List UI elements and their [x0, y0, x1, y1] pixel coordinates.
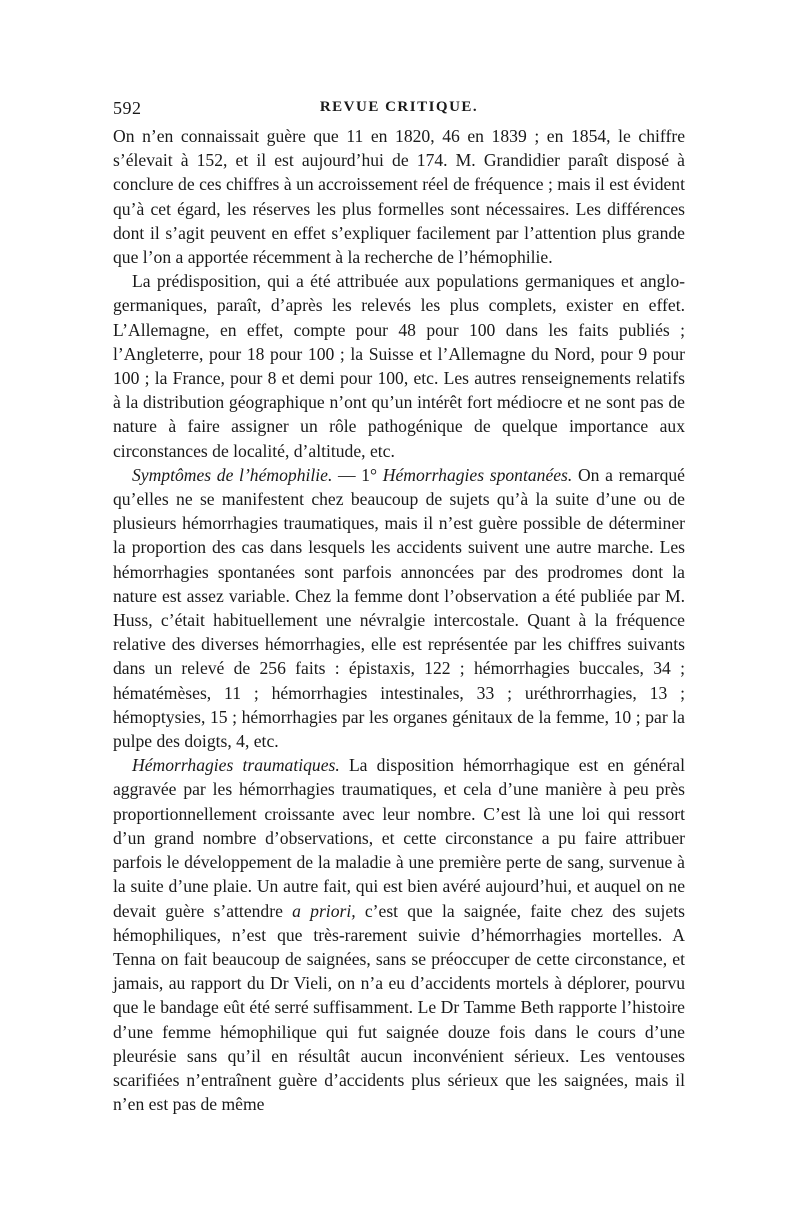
paragraph-2: La prédisposition, qui a été attribuée aux populations germaniques et anglo-germaniques, paraît, d’après les relevés les plus complets, exister en effet. L’Allemagne, en effet, compte pour 48 pour 100 dans les faits publiés ; l’Angleterre, pour 18 pour 100 ; la Suisse et l’Allemagne du Nord, pour 9 pour 100 ; la France, pour 8 et demi pour 100, etc. Les autres renseignements relatifs à la distribution géographique n’ont qu’un intérêt fort médiocre et ne sont pas de nature à faire assigner un rôle pathogénique de quelque importance aux circonstances de localité, d’altitude, etc.	[113, 271, 685, 461]
book-page	[113, 98, 685, 1116]
section-heading-symptoms: Symptômes de l’hémophilie.	[132, 464, 333, 485]
page-number: 592	[113, 98, 142, 118]
heading-dash: — 1°	[332, 464, 383, 485]
page-header	[113, 98, 685, 124]
subheading-spontaneous: Hémorrhagies spontanées.	[382, 464, 573, 485]
paragraph-4-text-a: La disposition hémorrhagique est en général aggravée par les hémorrhagies traumatiques, et cela d’une manière à peu près proportionnellement croissante avec leur nombre. C’est là une loi qui ressort d’un grand nombre d’observations, et cette circonstance a pu faire attribuer parfois le développement de la maladie à une première perte de sang, survenue à la suite d’une plaie. Un autre fait, qui est bien avéré aujourd’hui, et auquel on ne devait guère s’attendre	[113, 755, 686, 921]
paragraph-4	[113, 753, 685, 1116]
running-title: REVUE CRITIQUE.	[319, 99, 479, 115]
paragraph-1: On n’en connaissait guère que 11 en 1820, 46 en 1839 ; en 1854, le chiffre s’élevait à 152, et il est aujourd’hui de 174. M. Grandidier paraît disposé à conclure de ces chiffres à un accroissement réel de fréquence ; mais il est évident qu’à cet égard, les réserves les plus formelles sont nécessaires. Les différences dont il s’agit peuvent en effet s’expliquer facilement par l’attention plus grande que l’on a apportée récemment à la recherche de l’hémophilie.	[113, 126, 685, 268]
subheading-traumatic: Hémorrhagies traumatiques.	[132, 755, 340, 776]
a-priori-italic: a priori,	[292, 900, 356, 921]
body-text	[113, 124, 685, 1116]
paragraph-3	[113, 463, 685, 753]
paragraph-4-text-b: c’est que la saignée, faite chez des sujets hémophiliques, n’est que très-rarement suivie d’hémorrhagies mortelles. A Tenna on fait beaucoup de saignées, sans se préoccuper de cette circonstance, et jamais, au rapport du Dr Vieli, on n’a eu d’accidents mortels à déplorer, pourvu que le bandage eût été serré suffisamment. Le Dr Tamme Beth rapporte l’histoire d’une femme hémophilique qui fut saignée douze fois dans le cours d’une pleurésie sans qu’il en résultât aucun inconvénient sérieux. Les ventouses scarifiées n’entraînent guère d’accidents plus sérieux que les saignées, mais il n’en est pas de même	[113, 900, 685, 1115]
paragraph-3-text: On a remarqué qu’elles ne se manifestent chez beaucoup de sujets qu’à la suite d’une ou de plusieurs hémorrhagies traumatiques, mais il n’est guère possible de déterminer la proportion des cas dans lesquels les accidents suivent une autre marche. Les hémorrhagies spontanées sont parfois annoncées par des prodromes dont la nature est assez variable. Chez la femme dont l’observation a été publiée par M. Huss, c’était habituellement une névralgie intercostale. Quant à la fréquence relative des diverses hémorrhagies, elle est représentée par les chiffres suivants dans un relevé de 256 faits : épistaxis, 122 ; hémorrhagies buccales, 34 ; hématémèses, 11 ; hémorrhagies intestinales, 33 ; uréthrorrhagies, 13 ; hémoptysies, 15 ; hémorrhagies par les organes génitaux de la femme, 10 ; par la pulpe des doigts, 4, etc.	[113, 464, 685, 752]
